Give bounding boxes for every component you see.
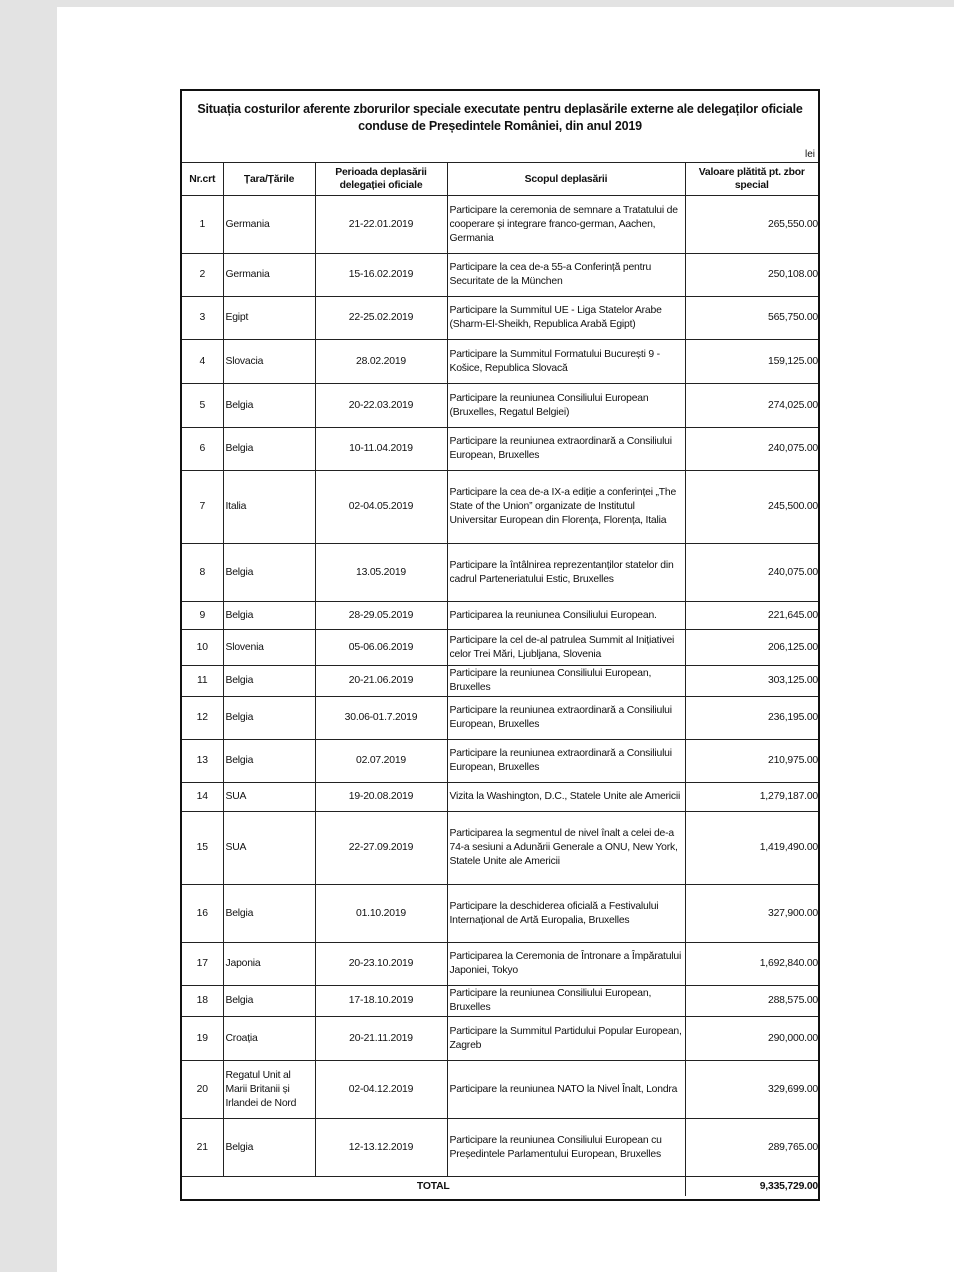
row-country: Belgia: [223, 428, 315, 471]
row-period: 01.10.2019: [315, 885, 447, 943]
row-purpose: Participare la ceremonia de semnare a Tratatului de cooperare și integrare franco-german, Aachen, Germania: [447, 196, 685, 254]
table-row: [182, 428, 818, 471]
row-purpose: Participare la reuniunea Consiliului European cu Președintele Parlamentului European, Bruxelles: [447, 1119, 685, 1177]
row-purpose: Participare la întâlnirea reprezentanților statelor din cadrul Parteneriatului Estic, Bruxelles: [447, 544, 685, 602]
table-row: [182, 812, 818, 885]
row-period: 22-25.02.2019: [315, 297, 447, 340]
row-period: 19-20.08.2019: [315, 783, 447, 812]
row-country: Belgia: [223, 384, 315, 428]
row-purpose: Participarea la reuniunea Consiliului European.: [447, 602, 685, 630]
column-header-period: Perioada deplasării delegației oficiale: [315, 163, 447, 196]
row-amount: 303,125.00: [685, 666, 818, 697]
row-period: 20-21.11.2019: [315, 1017, 447, 1061]
row-number: 6: [182, 428, 223, 471]
table-row: [182, 630, 818, 666]
row-country: Belgia: [223, 885, 315, 943]
row-number: 4: [182, 340, 223, 384]
row-purpose: Participare la reuniunea Consiliului European (Bruxelles, Regatul Belgiei): [447, 384, 685, 428]
row-purpose: Participare la cea de-a IX-a ediție a conferinței „The State of the Union” organizate de Institutul Universitar European din Florența, Florența, Italia: [447, 471, 685, 544]
row-amount: 1,279,187.00: [685, 783, 818, 812]
column-header-country: Țara/Țările: [223, 163, 315, 196]
row-number: 1: [182, 196, 223, 254]
row-number: 10: [182, 630, 223, 666]
row-number: 9: [182, 602, 223, 630]
row-amount: 250,108.00: [685, 254, 818, 297]
row-period: 05-06.06.2019: [315, 630, 447, 666]
row-period: 12-13.12.2019: [315, 1119, 447, 1177]
row-period: 28-29.05.2019: [315, 602, 447, 630]
table-row: [182, 943, 818, 986]
row-country: Belgia: [223, 986, 315, 1017]
row-country: Egipt: [223, 297, 315, 340]
row-number: 17: [182, 943, 223, 986]
row-amount: 159,125.00: [685, 340, 818, 384]
row-period: 21-22.01.2019: [315, 196, 447, 254]
row-amount: 265,550.00: [685, 196, 818, 254]
row-purpose: Participarea la segmentul de nivel înalt a celei de-a 74-a sesiuni a Adunării Generale a ONU, New York, Statele Unite ale Americii: [447, 812, 685, 885]
row-country: Germania: [223, 196, 315, 254]
row-purpose: Participare la Summitul Formatului București 9 - Košice, Republica Slovacă: [447, 340, 685, 384]
row-number: 14: [182, 783, 223, 812]
row-purpose: Participare la reuniunea extraordinară a Consiliului European, Bruxelles: [447, 740, 685, 783]
row-country: Regatul Unit al Marii Britanii și Irlandei de Nord: [223, 1061, 315, 1119]
cost-report: [180, 89, 820, 1201]
row-amount: 329,699.00: [685, 1061, 818, 1119]
table-row: [182, 384, 818, 428]
table-row: [182, 340, 818, 384]
row-number: 3: [182, 297, 223, 340]
row-country: Croația: [223, 1017, 315, 1061]
row-amount: 565,750.00: [685, 297, 818, 340]
row-number: 19: [182, 1017, 223, 1061]
table-row: [182, 297, 818, 340]
costs-table: [182, 162, 818, 1196]
report-title: Situația costurilor aferente zborurilor speciale executate pentru deplasările externe ale delegaților oficiale conduse de Președintele României, din anul 2019: [197, 102, 803, 133]
row-number: 5: [182, 384, 223, 428]
row-purpose: Participare la Summitul UE - Liga Statelor Arabe (Sharm-El-Sheikh, Republica Arabă Egipt): [447, 297, 685, 340]
table-body: [182, 196, 818, 1177]
row-number: 12: [182, 697, 223, 740]
row-amount: 240,075.00: [685, 544, 818, 602]
row-country: Germania: [223, 254, 315, 297]
row-country: Belgia: [223, 666, 315, 697]
row-number: 2: [182, 254, 223, 297]
row-country: Slovenia: [223, 630, 315, 666]
table-row: [182, 1119, 818, 1177]
column-header-purpose: Scopul deplasării: [447, 163, 685, 196]
row-country: Belgia: [223, 1119, 315, 1177]
column-header-amount: Valoare plătită pt. zbor special: [685, 163, 818, 196]
row-period: 02-04.12.2019: [315, 1061, 447, 1119]
row-period: 20-23.10.2019: [315, 943, 447, 986]
row-period: 10-11.04.2019: [315, 428, 447, 471]
row-amount: 206,125.00: [685, 630, 818, 666]
table-row: [182, 254, 818, 297]
table-row: [182, 740, 818, 783]
row-purpose: Participarea la Ceremonia de Întronare a Împăratului Japoniei, Tokyo: [447, 943, 685, 986]
row-country: SUA: [223, 783, 315, 812]
table-row: [182, 697, 818, 740]
total-amount: 9,335,729.00: [685, 1177, 818, 1197]
row-purpose: Participare la cel de-al patrulea Summit al Inițiativei celor Trei Mări, Ljubljana, Slovenia: [447, 630, 685, 666]
row-purpose: Participare la Summitul Partidului Popular European, Zagreb: [447, 1017, 685, 1061]
row-period: 13.05.2019: [315, 544, 447, 602]
total-label: TOTAL: [182, 1177, 685, 1197]
table-header-row: [182, 163, 818, 196]
row-amount: 236,195.00: [685, 697, 818, 740]
row-number: 15: [182, 812, 223, 885]
row-country: Italia: [223, 471, 315, 544]
row-amount: 245,500.00: [685, 471, 818, 544]
row-amount: 288,575.00: [685, 986, 818, 1017]
row-number: 7: [182, 471, 223, 544]
row-country: Belgia: [223, 697, 315, 740]
row-period: 02.07.2019: [315, 740, 447, 783]
row-country: Belgia: [223, 544, 315, 602]
row-amount: 210,975.00: [685, 740, 818, 783]
row-purpose: Participare la cea de-a 55-a Conferință pentru Securitate de la München: [447, 254, 685, 297]
table-row: [182, 196, 818, 254]
row-amount: 221,645.00: [685, 602, 818, 630]
row-purpose: Participare la reuniunea Consiliului European, Bruxelles: [447, 666, 685, 697]
table-row: [182, 885, 818, 943]
row-country: Japonia: [223, 943, 315, 986]
row-purpose: Participare la reuniunea extraordinară a Consiliului European, Bruxelles: [447, 697, 685, 740]
table-row: [182, 986, 818, 1017]
table-row: [182, 1061, 818, 1119]
document-page: [57, 7, 954, 1272]
table-row: [182, 1017, 818, 1061]
table-row: [182, 666, 818, 697]
row-period: 20-22.03.2019: [315, 384, 447, 428]
row-number: 18: [182, 986, 223, 1017]
row-country: Belgia: [223, 602, 315, 630]
row-number: 21: [182, 1119, 223, 1177]
row-period: 20-21.06.2019: [315, 666, 447, 697]
total-row: [182, 1177, 818, 1197]
currency-unit: lei: [804, 149, 815, 160]
row-number: 20: [182, 1061, 223, 1119]
row-number: 16: [182, 885, 223, 943]
row-amount: 274,025.00: [685, 384, 818, 428]
column-header-nr: Nr.crt: [182, 163, 223, 196]
table-row: [182, 544, 818, 602]
row-number: 8: [182, 544, 223, 602]
row-number: 11: [182, 666, 223, 697]
row-country: Belgia: [223, 740, 315, 783]
row-number: 13: [182, 740, 223, 783]
row-period: 02-04.05.2019: [315, 471, 447, 544]
row-amount: 290,000.00: [685, 1017, 818, 1061]
row-purpose: Participare la reuniunea NATO la Nivel Înalt, Londra: [447, 1061, 685, 1119]
table-row: [182, 783, 818, 812]
row-purpose: Participare la reuniunea extraordinară a Consiliului European, Bruxelles: [447, 428, 685, 471]
row-country: Slovacia: [223, 340, 315, 384]
row-country: SUA: [223, 812, 315, 885]
table-row: [182, 471, 818, 544]
row-amount: 1,419,490.00: [685, 812, 818, 885]
row-amount: 240,075.00: [685, 428, 818, 471]
row-period: 22-27.09.2019: [315, 812, 447, 885]
row-period: 15-16.02.2019: [315, 254, 447, 297]
row-period: 30.06-01.7.2019: [315, 697, 447, 740]
row-purpose: Participare la reuniunea Consiliului European, Bruxelles: [447, 986, 685, 1017]
row-amount: 1,692,840.00: [685, 943, 818, 986]
row-period: 28.02.2019: [315, 340, 447, 384]
row-period: 17-18.10.2019: [315, 986, 447, 1017]
row-purpose: Vizita la Washington, D.C., Statele Unite ale Americii: [447, 783, 685, 812]
row-amount: 289,765.00: [685, 1119, 818, 1177]
row-amount: 327,900.00: [685, 885, 818, 943]
row-purpose: Participare la deschiderea oficială a Festivalului Internațional de Artă Europalia, Bruxelles: [447, 885, 685, 943]
table-row: [182, 602, 818, 630]
